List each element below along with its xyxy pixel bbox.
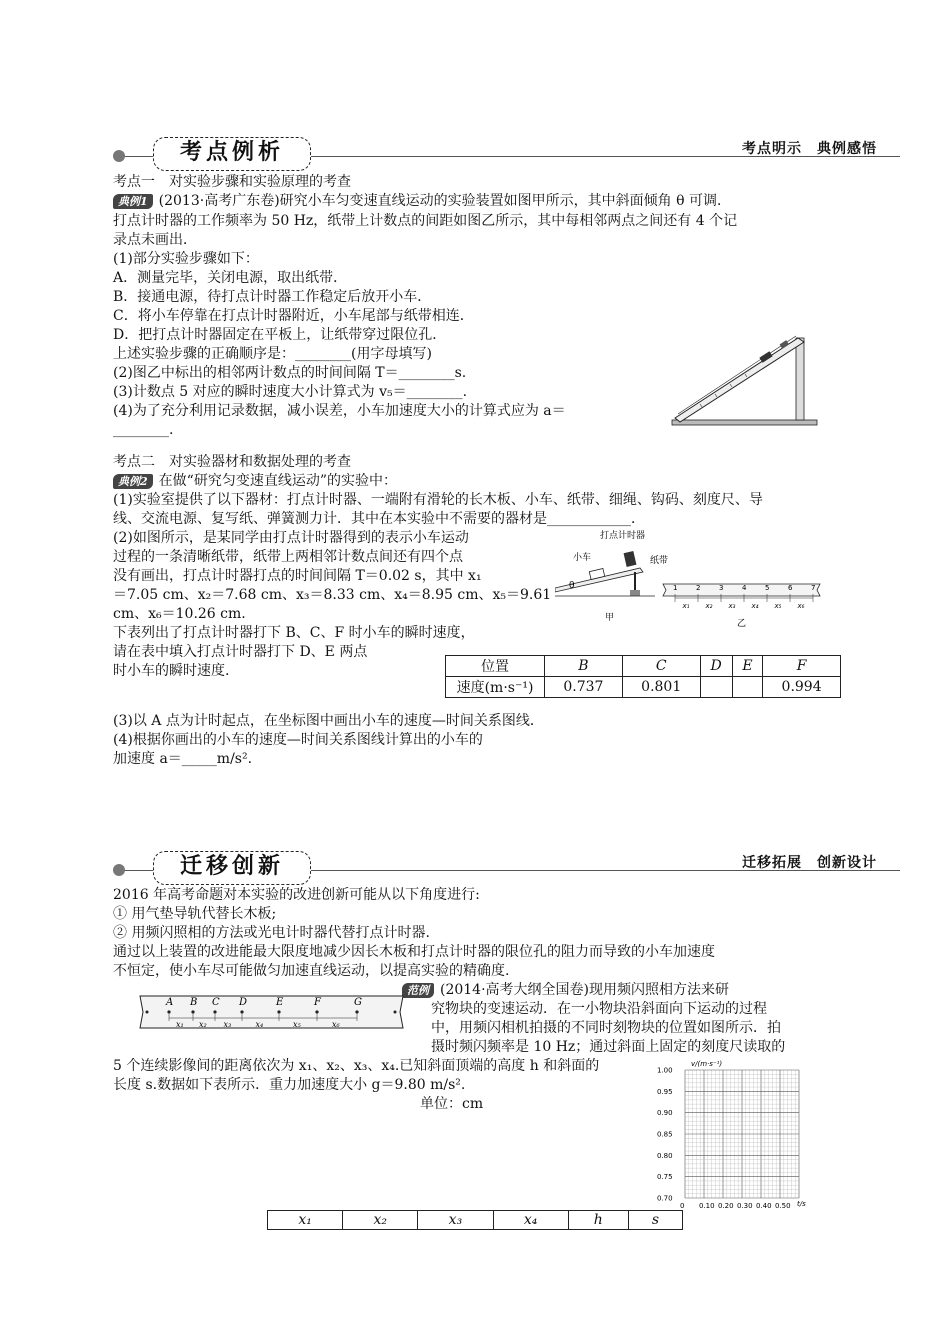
banner1-title: 考点例析 [153, 137, 311, 171]
s3-l5: 不恒定，使小车尽可能做匀加速直线运动，以提高实验的精确度. [113, 963, 510, 979]
tape-interval-label: x₃ [223, 1020, 232, 1029]
grid-xtick: 0.10 [699, 1202, 715, 1210]
tape-dot [355, 1010, 358, 1013]
ex1-l3: 录点未画出． [113, 232, 197, 248]
grid-xtick: 0.50 [775, 1202, 791, 1210]
banner2-title: 迁移创新 [153, 851, 311, 885]
tape-interval-label: x₅ [293, 1020, 301, 1029]
tape2-num: 3 [719, 584, 724, 592]
ex1-l9: 上述实验步骤的正确顺序是：________(用字母填写) [113, 346, 432, 362]
s3-l3: ② 用频闪照相的方法或光电计时器代替打点计时器. [113, 925, 430, 941]
ex1-l12: (4)为了充分利用记录数据，减小误差，小车加速度大小的计算式应为 a＝ [113, 403, 566, 419]
ex2-l11: 时小车的瞬时速度. [113, 663, 230, 679]
banner1-dot [113, 150, 125, 162]
example1-tag: 典例1 [113, 194, 153, 209]
s3-r1-line [402, 981, 729, 1000]
ex2-l9: 下表列出了打点计时器打下 B、C、F 时小车的瞬时速度， [113, 625, 475, 641]
photo-tape-figure [135, 988, 410, 1038]
example1-line [113, 192, 731, 211]
tape2-num: 6 [788, 584, 793, 592]
banner1-right: 考点明示 典例感悟 [742, 141, 877, 157]
tape-dot [167, 1010, 170, 1013]
table-cell: E [732, 656, 762, 677]
ex1-l7: C．将小车停靠在打点计时器附近，小车尾部与纸带相连． [113, 308, 474, 324]
tape-dot [277, 1010, 280, 1013]
ex2-l5: 过程的一条清晰纸带，纸带上两相邻计数点间还有四个点 [113, 549, 463, 565]
fig-theta: θ [569, 581, 575, 591]
tape2-num: 5 [765, 584, 770, 592]
table-cell: x₃ [418, 1211, 493, 1230]
tape-point-label: D [239, 997, 248, 1008]
example3-tag: 范例 [402, 983, 434, 998]
table-row [446, 656, 841, 677]
table-cell [732, 677, 762, 698]
fig-timer-label: 打点计时器 [600, 531, 646, 541]
fig-car-label: 小车 [573, 553, 592, 563]
tape-point-label: C [212, 997, 220, 1008]
ex1-l11: (3)计数点 5 对应的瞬时速度大小计算式为 v₅＝________. [113, 384, 468, 400]
vt-grid [655, 1058, 825, 1213]
table-cell [700, 677, 732, 698]
ex1-l5: A．测量完毕，关闭电源，取出纸带． [113, 270, 348, 286]
s3-r3: 中，用频闪相机拍摄的不同时刻物块的位置如图所示．拍 [431, 1020, 781, 1036]
tape2-interval: x₃ [728, 602, 736, 610]
tape-point-label: G [354, 997, 362, 1008]
grid-ylabel: v/(m·s⁻¹) [691, 1060, 723, 1068]
s3-r2: 究物块的变速运动．在一小物块沿斜面向下运动的过程 [431, 1001, 767, 1017]
table-cell: h [568, 1211, 628, 1230]
tape2-interval: x₆ [797, 602, 805, 610]
grid-ytick: 0.85 [657, 1130, 673, 1139]
table-cell: 0.801 [622, 677, 700, 698]
table-row [446, 677, 841, 698]
fig-jia: 甲 [605, 613, 615, 623]
grid-xtick: 0 [680, 1202, 685, 1210]
example2-tag: 典例2 [113, 474, 153, 489]
ex2-l7: ＝7.05 cm、x₂＝7.68 cm、x₃＝8.33 cm、x₄＝8.95 cm、x₅＝9.61 [113, 587, 552, 603]
grid-ytick: 0.70 [657, 1194, 673, 1203]
tape2-num: 7 [811, 584, 816, 592]
s3-r1: (2014·高考大纲全国卷)现用频闪照相方法来研 [440, 982, 730, 998]
ex2-l8: cm、x₆＝10.26 cm. [113, 606, 246, 622]
fig-yi: 乙 [737, 619, 747, 629]
tape2-interval: x₅ [774, 602, 782, 610]
fig-tape-label: 纸带 [650, 556, 669, 566]
table-cell: C [622, 656, 700, 677]
banner2-dot [113, 864, 125, 876]
ex1-l6: B．接通电源，待打点计时器工作稳定后放开小车． [113, 289, 432, 305]
ex1-l8: D．把打点计时器固定在平板上，让纸带穿过限位孔． [113, 327, 447, 343]
table-cell: x₂ [343, 1211, 418, 1230]
table-cell: 0.737 [545, 677, 623, 698]
banner2-right: 迁移拓展 创新设计 [742, 855, 877, 871]
table-cell: s [628, 1211, 682, 1230]
ex2-l10: 请在表中填入打点计时器打下 D、E 两点 [113, 644, 368, 660]
grid-ytick: 0.90 [657, 1109, 673, 1118]
tape2-num: 4 [742, 584, 747, 592]
ex2-l13: (4)根据你画出的小车的速度—时间关系图线计算出的小车的 [113, 732, 483, 748]
table-cell: x₁ [268, 1211, 343, 1230]
tape2-interval: x₁ [682, 602, 690, 610]
tape-point-label: A [166, 997, 174, 1008]
tape-interval-label: x₄ [255, 1020, 264, 1029]
table-cell: D [700, 656, 732, 677]
velocity-table [445, 655, 841, 698]
ex2-l4: (2)如图所示，是某同学由打点计时器得到的表示小车运动 [113, 530, 469, 546]
s3-r4: 摄时频闪频率是 10 Hz；通过斜面上固定的刻度尺读取的 [431, 1039, 786, 1055]
grid-ytick: 0.80 [657, 1151, 673, 1160]
grid-xtick: 0.30 [737, 1202, 753, 1210]
unit-label: 单位：cm [420, 1096, 484, 1112]
table-cell: 0.994 [763, 677, 841, 698]
tape-point-label: F [314, 997, 321, 1008]
ex2-l1: 在做“研究匀变速直线运动”的实验中： [158, 473, 397, 489]
grid-ytick: 1.00 [657, 1066, 673, 1075]
table-cell: 速度(m·s⁻¹) [446, 677, 545, 698]
table-cell: F [763, 656, 841, 677]
ex1-l13: ________. [113, 422, 174, 438]
table-row [268, 1211, 683, 1230]
tape2-interval: x₄ [751, 602, 759, 610]
tape-point-label: E [276, 997, 284, 1008]
s3-l2: ① 用气垫导轨代替长木板; [113, 906, 277, 922]
tape-dot [315, 1010, 318, 1013]
ex2-l2: (1)实验室提供了以下器材：打点计时器、一端附有滑轮的长木板、小车、纸带、细绳、钩码、刻度尺、导 [113, 492, 763, 508]
tape2-num: 2 [696, 584, 701, 592]
tape-interval-label: x₂ [199, 1020, 207, 1029]
incline-figure [670, 330, 820, 430]
data-table [267, 1210, 683, 1230]
tape-dot [213, 1010, 216, 1013]
tape-point-label: B [190, 997, 198, 1008]
ex2-l14: 加速度 a＝_____m/s². [113, 751, 253, 767]
ex2-l6: 没有画出，打点计时器打点的时间间隔 T＝0.02 s，其中 x₁ [113, 568, 482, 584]
tape-dot [191, 1010, 194, 1013]
ex2-l12: (3)以 A 点为计时起点，在坐标图中画出小车的速度—时间关系图线． [113, 713, 544, 729]
table-cell: x₄ [493, 1211, 568, 1230]
kp1-heading: 考点一 对实验步骤和实验原理的考查 [113, 174, 351, 190]
cart-tape-figure [555, 528, 835, 633]
grid-ytick: 0.75 [657, 1173, 673, 1182]
grid-xtick: 0.20 [718, 1202, 734, 1210]
tape-interval-label: x₁ [176, 1020, 184, 1029]
example2-line [113, 472, 397, 491]
ex2-l3: 线、交流电源、复写纸、弹簧测力计．其中在本实验中不需要的器材是____________． [113, 511, 645, 527]
ex1-l10: (2)图乙中标出的相邻两计数点的时间间隔 T＝________s. [113, 365, 467, 381]
grid-xlabel: t/s [797, 1200, 806, 1208]
s3-l1: 2016 年高考命题对本实验的改进创新可能从以下角度进行: [113, 887, 480, 903]
s3-l7: 长度 s.数据如下表所示．重力加速度大小 g＝9.80 m/s². [113, 1077, 466, 1093]
table-cell: 位置 [446, 656, 545, 677]
table-cell: B [545, 656, 623, 677]
s3-l6: 5 个连续影像间的距离依次为 x₁、x₂、x₃、x₄.已知斜面顶端的高度 h 和斜面的 [113, 1058, 600, 1074]
tape-interval-label: x₆ [332, 1020, 340, 1029]
ex1-l2: 打点计时器的工作频率为 50 Hz，纸带上计数点的间距如图乙所示，其中每相邻两点之间还有 4 个记 [113, 213, 738, 229]
ex1-l4: (1)部分实验步骤如下： [113, 251, 259, 267]
tape2-num: 1 [673, 584, 678, 592]
tape-dot [240, 1010, 243, 1013]
grid-ytick: 0.95 [657, 1087, 673, 1096]
grid-xtick: 0.40 [756, 1202, 772, 1210]
kp2-heading: 考点二 对实验器材和数据处理的考查 [113, 454, 351, 470]
s3-l4: 通过以上装置的改进能最大限度地减少因长木板和打点计时器的限位孔的阻力而导致的小车加速度 [113, 944, 715, 960]
tape2-interval: x₂ [705, 602, 713, 610]
ex1-l1: (2013·高考广东卷)研究小车匀变速直线运动的实验装置如图甲所示，其中斜面倾角 θ 可调． [158, 193, 731, 209]
